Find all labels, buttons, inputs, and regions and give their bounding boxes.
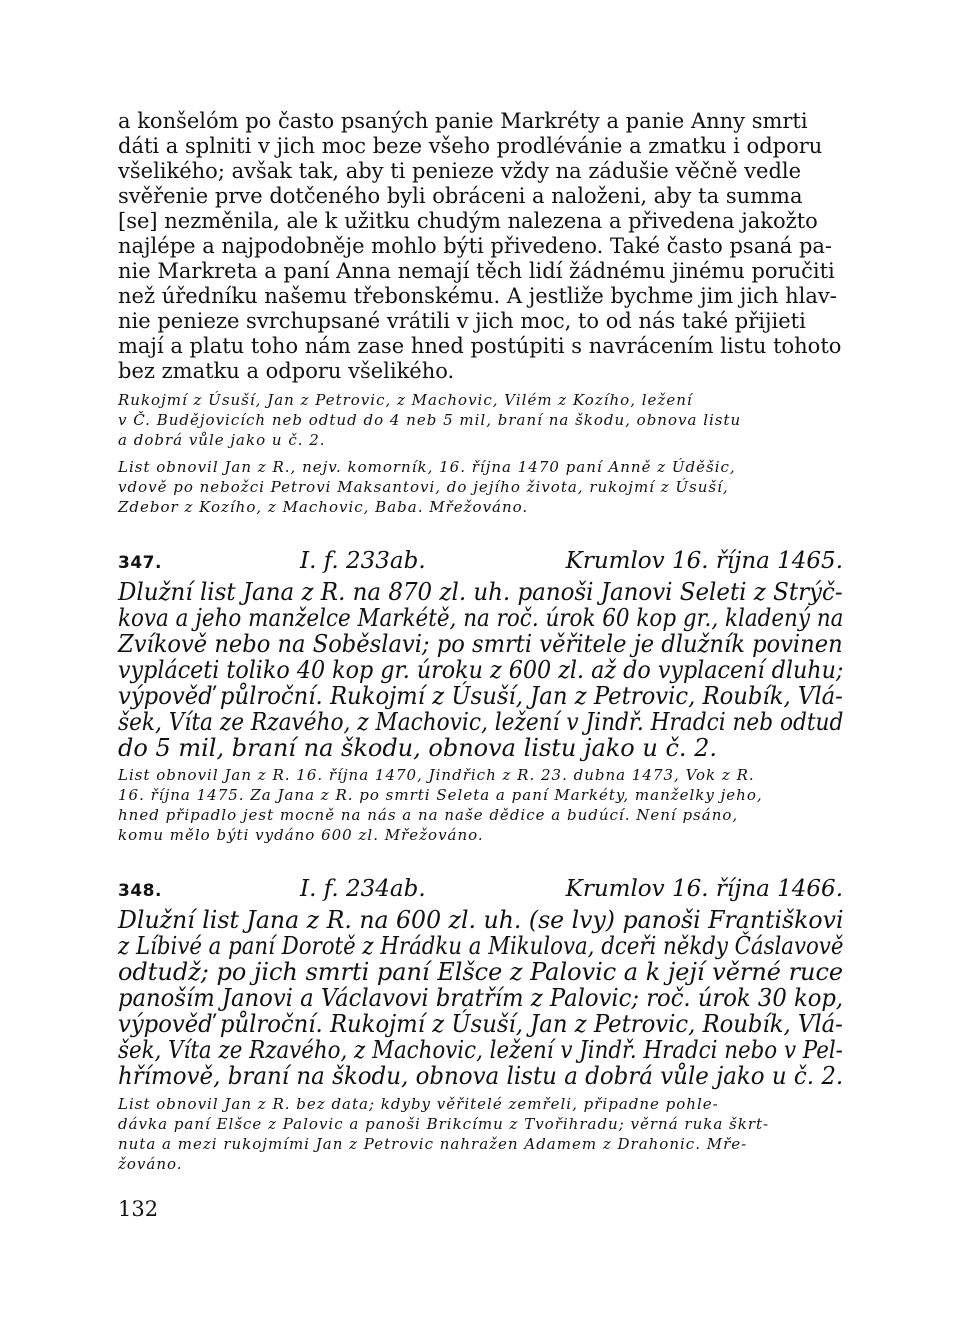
entry-place-date: Krumlov 16. října 1466. [565, 876, 843, 902]
text-line: [se] nezměnila, ale k užitku chudým nalezena a přivedena jakožto [118, 209, 818, 233]
regest-line: vypláceti toliko 40 kop gr. úroku z 600 zl. až do vyplacení dluhu; [118, 656, 844, 684]
entry-number: 348. [118, 881, 162, 901]
note-line: List obnovil Jan z R. 16. října 1470, Jindřich z R. 23. dubna 1473, Vok z R. [118, 766, 755, 784]
regest-line: šek, Víta ze Rzavého, z Machovic, ležení v Jindř. Hradci nebo v Pel- [118, 1036, 843, 1064]
note-line: v Č. Budějovicích neb odtud do 4 neb 5 mil, braní na škodu, obnova listu [118, 411, 742, 429]
regest-line: výpověď půlroční. Rukojmí z Úsuší, Jan z Petrovic, Roubík, Vlá- [118, 682, 843, 710]
note-line: hned připadlo jest mocně na nás a na naše dědice a budúcí. Není psáno, [118, 806, 739, 824]
text-line: a konšelóm po často psaných panie Markréty a panie Anny smrti [118, 109, 808, 133]
note-line: žováno. [118, 1155, 183, 1173]
regest-line: do 5 mil, braní na škodu, obnova listu jako u č. 2. [118, 734, 718, 762]
text-line: dáti a splniti v jich moc beze všeho prodlévánie a zmatku i odporu [118, 134, 823, 158]
regest-line: odtudž; po jich smrti paní Elšce z Palovic a k její věrné ruce [118, 958, 844, 986]
note-line: vdově po nebožci Petrovi Maksantovi, do jejího života, rukojmí z Úsuší, [118, 478, 729, 496]
note-line: List obnovil Jan z R., nejv. komorník, 16. října 1470 paní Anně z Úděšic, [118, 458, 736, 476]
regest-line: hřímově, braní na škodu, obnova listu a dobrá vůle jako u č. 2. [118, 1062, 844, 1090]
entry-place-date: Krumlov 16. října 1465. [565, 548, 843, 574]
text-line: všelikého; avšak tak, aby ti penieze vždy na zádušie věčně vedle [118, 159, 802, 183]
text-line: nie penieze svrchupsané vrátili v jich moc, to od nás také přijieti [118, 309, 806, 333]
regest-line: výpověď půlroční. Rukojmí z Úsuší, Jan z Petrovic, Roubík, Vlá- [118, 1010, 843, 1038]
note-line: 16. října 1475. Za Jana z R. po smrti Seleta a paní Markéty, manželky jeho, [118, 786, 763, 804]
entry-signature: I. f. 233ab. [300, 548, 426, 574]
regest-line: z Líbivé a paní Dorotě z Hrádku a Mikulova, dceři někdy Čáslavově [118, 932, 844, 960]
note-line: Zdebor z Kozího, z Machovic, Baba. Mřežováno. [118, 498, 529, 516]
note-line: nuta a mezi rukojmími Jan z Petrovic nahražen Adamem z Drahonic. Mře- [118, 1135, 748, 1153]
regest-line: kova a jeho manželce Markétě, na roč. úrok 60 kop gr., kladený na [118, 604, 844, 632]
entry-number: 347. [118, 553, 162, 573]
note-line: dávka paní Elšce z Palovic a panoši Brikcímu z Tvořihradu; věrná ruka škrt- [118, 1115, 770, 1133]
text-line: než úředníku našemu třebonskému. A jestliže bychme jim jich hlav- [118, 284, 837, 308]
regest-line: Dlužní list Jana z R. na 870 zl. uh. panoši Janovi Seleti z Strýč- [118, 578, 843, 606]
text-line: bez zmatku a odporu všelikého. [118, 359, 455, 383]
text-line: nie Markreta a paní Anna nemají těch lidí žádnému jinému poručiti [118, 259, 835, 283]
text-line: najlépe a najpodobněje mohlo býti přivedeno. Také často psaná pa- [118, 234, 832, 258]
regest-line: Zvíkově nebo na Soběslavi; po smrti věřitele je dlužník povinen [118, 630, 843, 658]
note-line: List obnovil Jan z R. bez data; kdyby věřitelé zemřeli, připadne pohle- [118, 1095, 719, 1113]
page-number: 132 [118, 1197, 159, 1221]
text-line: mají a platu toho nám zase hned postúpiti s navrácením listu tohoto [118, 334, 842, 358]
note-line: komu mělo býti vydáno 600 zl. Mřežováno. [118, 826, 484, 844]
regest-line: Dlužní list Jana z R. na 600 zl. uh. (se lvy) panoši Františkovi [118, 906, 844, 934]
entry-signature: I. f. 234ab. [300, 876, 426, 902]
note-line: Rukojmí z Úsuší, Jan z Petrovic, z Machovic, Vilém z Kozího, ležení [118, 391, 693, 409]
note-line: a dobrá vůle jako u č. 2. [118, 431, 326, 449]
text-line: svěřenie prve dotčeného byli obráceni a naloženi, aby ta summa [118, 184, 803, 208]
regest-line: panoším Janovi a Václavovi bratřím z Palovic; roč. úrok 30 kop, [118, 984, 844, 1012]
regest-line: šek, Víta ze Rzavého, z Machovic, ležení v Jindř. Hradci neb odtud [118, 708, 844, 736]
